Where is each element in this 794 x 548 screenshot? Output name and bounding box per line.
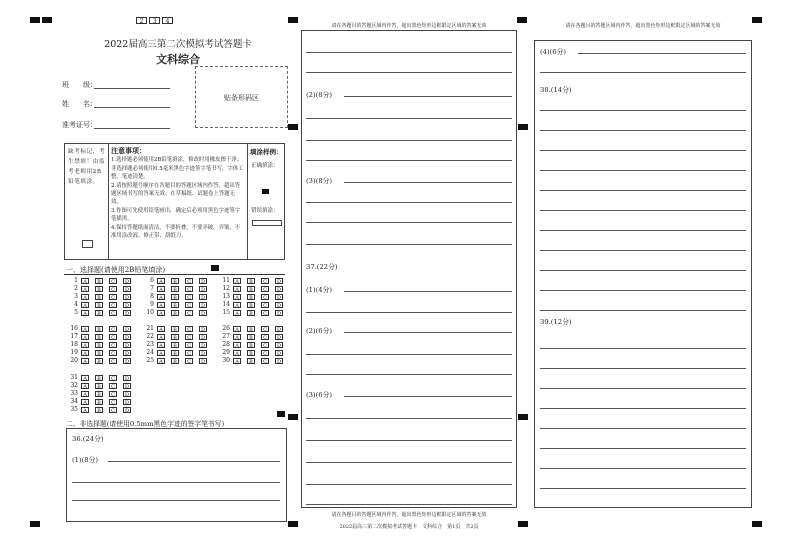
mc-question-number: 14 bbox=[222, 301, 230, 308]
answer-bubble-c[interactable]: C bbox=[185, 278, 193, 284]
name-label: 姓 名： bbox=[62, 100, 97, 108]
answer-bubble-d[interactable]: D bbox=[276, 278, 281, 285]
answer-bubble-a[interactable]: A bbox=[233, 326, 241, 332]
alignment-mark bbox=[288, 17, 298, 23]
answer-line[interactable] bbox=[540, 408, 746, 409]
q39-label: 39.(12分) bbox=[540, 318, 572, 326]
answer-line[interactable] bbox=[306, 160, 512, 161]
mc-question-number: 12 bbox=[222, 285, 230, 292]
region-warning-top: 请在各题目的答题区域内作答，超出黑色矩形边框限定区域的答案无效 bbox=[331, 23, 487, 29]
answer-line[interactable] bbox=[306, 462, 512, 463]
answer-bubble-a[interactable]: A bbox=[157, 342, 165, 348]
answer-bubble-b[interactable]: B bbox=[247, 310, 255, 316]
sheet-title: 2022届高三第二次模拟考试答题卡 bbox=[104, 39, 252, 50]
q37-1-label: (1)(4分) bbox=[306, 286, 333, 294]
answer-line[interactable] bbox=[344, 182, 512, 183]
alignment-mark bbox=[211, 265, 219, 271]
answer-bubble-b[interactable]: B bbox=[95, 286, 103, 292]
answer-line[interactable] bbox=[540, 130, 746, 131]
answer-bubble-a[interactable]: A bbox=[81, 407, 89, 413]
answer-bubble-a[interactable]: A bbox=[233, 358, 241, 364]
absent-mark-checkbox[interactable] bbox=[82, 240, 93, 248]
answer-bubble-d[interactable]: D bbox=[124, 286, 129, 293]
mc-question-number: 26 bbox=[222, 325, 230, 332]
answer-bubble-c[interactable]: C bbox=[185, 358, 193, 364]
alignment-mark bbox=[518, 521, 528, 527]
answer-bubble-b[interactable]: B bbox=[171, 294, 179, 300]
answer-line[interactable] bbox=[540, 190, 746, 191]
answer-bubble-d[interactable]: D bbox=[124, 350, 129, 357]
q36-2-label: (2)(8分) bbox=[306, 91, 333, 99]
answer-line[interactable] bbox=[306, 72, 512, 73]
answer-bubble-d[interactable]: D bbox=[276, 326, 281, 333]
class-input[interactable] bbox=[94, 88, 170, 89]
alignment-mark bbox=[42, 17, 52, 23]
class-label: 班 级： bbox=[62, 81, 97, 89]
region-warning-top: 请在各题目的答题区域内作答，超出黑色矩形边框限定区域的答案无效 bbox=[565, 23, 721, 29]
barcode-area bbox=[195, 66, 288, 128]
answer-bubble-c[interactable]: C bbox=[261, 326, 269, 332]
answer-bubble-d[interactable]: D bbox=[276, 310, 281, 317]
answer-bubble-d[interactable]: D bbox=[200, 326, 205, 333]
absent-mark-text: 缺考标记，考生禁填！由监考老师用2B铅笔填涂。 bbox=[68, 149, 106, 185]
alignment-mark bbox=[288, 124, 298, 130]
q37-label: 37.(22分) bbox=[306, 263, 338, 271]
answer-bubble-d[interactable]: D bbox=[276, 286, 281, 293]
answer-bubble-c[interactable]: C bbox=[109, 302, 117, 308]
answer-bubble-b[interactable]: B bbox=[95, 342, 103, 348]
answer-line[interactable] bbox=[306, 484, 512, 485]
answer-bubble-d[interactable]: D bbox=[124, 334, 129, 341]
answer-line[interactable] bbox=[306, 202, 512, 203]
answer-bubble-a[interactable]: A bbox=[157, 278, 165, 284]
answer-bubble-b[interactable]: B bbox=[95, 358, 103, 364]
answer-bubble-a[interactable]: A bbox=[157, 294, 165, 300]
answer-line[interactable] bbox=[540, 428, 746, 429]
fill-example-title: 填涂样例： bbox=[250, 148, 283, 156]
mc-question-number: 11 bbox=[222, 277, 230, 284]
answer-bubble-c[interactable]: C bbox=[261, 334, 269, 340]
example-divider bbox=[247, 143, 248, 260]
notice-item-1: 1.选择题必须使用2B铅笔填涂，修改时用橡皮擦干净；非选择题必须使用0.5毫米黑色字迹签字笔书写，字体工整，笔迹清楚。 bbox=[111, 157, 244, 181]
mc-question-number: 6 bbox=[150, 277, 154, 284]
answer-bubble-a[interactable]: A bbox=[233, 342, 241, 348]
alignment-mark bbox=[30, 521, 40, 527]
barcode-area-label: 贴条形码区 bbox=[224, 94, 259, 102]
mc-question-number: 4 bbox=[74, 301, 78, 308]
answer-bubble-d[interactable]: D bbox=[200, 342, 205, 349]
answer-bubble-b[interactable]: B bbox=[171, 310, 179, 316]
mc-question-number: 8 bbox=[150, 293, 154, 300]
answer-line[interactable] bbox=[306, 354, 512, 355]
answer-bubble-d[interactable]: D bbox=[276, 294, 281, 301]
fill-wrong-sample bbox=[252, 220, 282, 226]
answer-bubble-b[interactable]: B bbox=[95, 334, 103, 340]
answer-line[interactable] bbox=[540, 368, 746, 369]
mc-question-number: 22 bbox=[146, 333, 154, 340]
answer-bubble-a[interactable]: A bbox=[81, 350, 89, 356]
answer-line[interactable] bbox=[344, 96, 512, 97]
answer-bubble-c[interactable]: C bbox=[109, 407, 117, 413]
answer-line[interactable] bbox=[108, 461, 280, 462]
answer-line[interactable] bbox=[540, 348, 746, 349]
answer-bubble-c[interactable]: C bbox=[185, 302, 193, 308]
answer-bubble-b[interactable]: B bbox=[247, 286, 255, 292]
answer-bubble-d[interactable]: D bbox=[200, 350, 205, 357]
answer-bubble-a[interactable]: A bbox=[81, 383, 89, 389]
mc-question-number: 16 bbox=[70, 325, 78, 332]
answer-bubble-b[interactable]: B bbox=[247, 350, 255, 356]
mc-question-15 bbox=[219, 308, 289, 317]
answer-bubble-d[interactable]: D bbox=[124, 302, 129, 309]
answer-bubble-d[interactable]: D bbox=[200, 302, 205, 309]
mc-question-30 bbox=[219, 356, 289, 365]
answer-line[interactable] bbox=[540, 72, 746, 73]
answer-bubble-c[interactable]: C bbox=[185, 334, 193, 340]
fill-wrong-label: 错误填涂： bbox=[251, 208, 279, 214]
answer-bubble-d[interactable]: D bbox=[276, 350, 281, 357]
answer-line[interactable] bbox=[306, 312, 512, 313]
answer-bubble-a[interactable]: A bbox=[233, 310, 241, 316]
answer-bubble-d[interactable]: D bbox=[200, 310, 205, 317]
answer-bubble-b[interactable]: B bbox=[247, 358, 255, 364]
mc-section-title: 一、选择题(请使用2B铅笔填涂) bbox=[66, 266, 166, 274]
page-number-tab: 3 bbox=[149, 17, 160, 24]
answer-line[interactable] bbox=[306, 140, 512, 141]
mc-question-10 bbox=[143, 308, 213, 317]
answer-line[interactable] bbox=[540, 290, 746, 291]
notice-item-3: 3.作图可先使用铅笔画出，确定后必须用黑色字迹签字笔描黑。 bbox=[111, 207, 241, 223]
mc-question-number: 25 bbox=[146, 357, 154, 364]
answer-bubble-b[interactable]: B bbox=[95, 310, 103, 316]
answer-line[interactable] bbox=[344, 332, 512, 333]
q38-label: 38.(14分) bbox=[540, 86, 572, 94]
answer-bubble-b[interactable]: B bbox=[95, 350, 103, 356]
answer-bubble-b[interactable]: B bbox=[95, 399, 103, 405]
notice-item-2: 2.请按照题号顺序在各题目的答题区域内作答，超出答题区域书写的答案无效；在草稿纸、试题卷上答题无效。 bbox=[111, 182, 241, 206]
page-number-tab: 2 bbox=[136, 17, 147, 24]
answer-bubble-d[interactable]: D bbox=[124, 358, 129, 365]
answer-bubble-a[interactable]: A bbox=[81, 326, 89, 332]
answer-bubble-c[interactable]: C bbox=[109, 326, 117, 332]
answer-line[interactable] bbox=[306, 244, 512, 245]
answer-bubble-b[interactable]: B bbox=[95, 383, 103, 389]
answer-line[interactable] bbox=[306, 440, 512, 441]
answer-bubble-c[interactable]: C bbox=[185, 294, 193, 300]
mc-question-number: 20 bbox=[70, 357, 78, 364]
answer-bubble-b[interactable]: B bbox=[95, 407, 103, 413]
alignment-mark bbox=[288, 414, 298, 420]
notice-content bbox=[111, 147, 245, 240]
answer-line[interactable] bbox=[540, 488, 746, 489]
mc-section-rule bbox=[64, 274, 285, 275]
answer-bubble-b[interactable]: B bbox=[171, 326, 179, 332]
exam-no-label: 准考证号： bbox=[62, 121, 97, 129]
answer-bubble-b[interactable]: B bbox=[247, 302, 255, 308]
answer-bubble-a[interactable]: A bbox=[233, 278, 241, 284]
alignment-mark bbox=[518, 124, 528, 130]
answer-bubble-a[interactable]: A bbox=[81, 278, 89, 284]
answer-bubble-c[interactable]: C bbox=[109, 310, 117, 316]
answer-bubble-c[interactable]: C bbox=[261, 294, 269, 300]
page-footer: 2022届高三第二次模拟考试答题卡 文科综合 第1页 共2页 bbox=[339, 524, 479, 530]
alignment-mark bbox=[517, 17, 527, 23]
fill-correct-sample bbox=[262, 189, 269, 194]
answer-bubble-a[interactable]: A bbox=[157, 286, 165, 292]
q37-3-label: (3)(6分) bbox=[306, 391, 333, 399]
q36-3-label: (3)(8分) bbox=[306, 177, 333, 185]
answer-line[interactable] bbox=[540, 110, 746, 111]
mc-question-number: 21 bbox=[146, 325, 154, 332]
q36-1-label: (1)(8分) bbox=[72, 456, 99, 464]
answer-line[interactable] bbox=[540, 170, 746, 171]
answer-bubble-a[interactable]: A bbox=[81, 310, 89, 316]
answer-bubble-b[interactable]: B bbox=[171, 358, 179, 364]
answer-bubble-a[interactable]: A bbox=[157, 350, 165, 356]
mc-question-number: 24 bbox=[146, 349, 154, 356]
answer-bubble-c[interactable]: C bbox=[109, 358, 117, 364]
answer-bubble-d[interactable]: D bbox=[124, 326, 129, 333]
answer-line[interactable] bbox=[540, 310, 746, 311]
answer-line[interactable] bbox=[72, 500, 280, 501]
mc-question-number: 2 bbox=[74, 285, 78, 292]
answer-line[interactable] bbox=[306, 52, 512, 53]
answer-bubble-a[interactable]: A bbox=[157, 326, 165, 332]
answer-line[interactable] bbox=[344, 396, 512, 397]
mc-question-number: 27 bbox=[222, 333, 230, 340]
alignment-mark bbox=[288, 521, 298, 527]
answer-bubble-a[interactable]: A bbox=[157, 358, 165, 364]
mc-question-number: 35 bbox=[70, 406, 78, 413]
mc-question-number: 7 bbox=[150, 285, 154, 292]
mc-question-number: 34 bbox=[70, 398, 78, 405]
absent-mark-divider bbox=[108, 143, 109, 260]
alignment-mark bbox=[752, 521, 762, 527]
subject-title: 文科综合 bbox=[156, 53, 200, 66]
page-number-tab: 4 bbox=[162, 17, 173, 24]
answer-bubble-c[interactable]: C bbox=[261, 302, 269, 308]
answer-bubble-a[interactable]: A bbox=[81, 342, 89, 348]
answer-bubble-b[interactable]: B bbox=[247, 278, 255, 284]
answer-bubble-b[interactable]: B bbox=[171, 342, 179, 348]
answer-bubble-a[interactable]: A bbox=[81, 286, 89, 292]
answer-line[interactable] bbox=[540, 448, 746, 449]
fill-correct-label: 正确填涂： bbox=[251, 163, 279, 169]
name-input[interactable] bbox=[94, 107, 170, 108]
mc-question-35 bbox=[67, 405, 137, 414]
answer-bubble-b[interactable]: B bbox=[95, 294, 103, 300]
answer-bubble-b[interactable]: B bbox=[95, 278, 103, 284]
answer-bubble-c[interactable]: C bbox=[109, 342, 117, 348]
answer-bubble-d[interactable]: D bbox=[276, 334, 281, 341]
answer-bubble-d[interactable]: D bbox=[124, 278, 129, 285]
region-warning-bottom: 请在各题目的答题区域内作答，超出黑色矩形边框限定区域的答案无效 bbox=[331, 512, 487, 518]
mc-question-number: 28 bbox=[222, 341, 230, 348]
answer-bubble-d[interactable]: D bbox=[276, 342, 281, 349]
answer-bubble-b[interactable]: B bbox=[95, 302, 103, 308]
answer-line[interactable] bbox=[540, 150, 746, 151]
mc-question-number: 29 bbox=[222, 349, 230, 356]
mc-question-number: 33 bbox=[70, 390, 78, 397]
alignment-mark bbox=[518, 414, 528, 420]
answer-bubble-c[interactable]: C bbox=[261, 350, 269, 356]
answer-bubble-d[interactable]: D bbox=[200, 334, 205, 341]
mc-question-number: 10 bbox=[146, 309, 154, 316]
answer-bubble-a[interactable]: A bbox=[81, 375, 89, 381]
answer-line[interactable] bbox=[540, 270, 746, 271]
answer-bubble-a[interactable]: A bbox=[81, 334, 89, 340]
answer-bubble-d[interactable]: D bbox=[124, 310, 129, 317]
q37-2-label: (2)(6分) bbox=[306, 327, 333, 335]
mc-question-number: 31 bbox=[70, 374, 78, 381]
answer-bubble-c[interactable]: C bbox=[109, 383, 117, 389]
answer-line[interactable] bbox=[578, 53, 746, 54]
mc-question-number: 18 bbox=[70, 341, 78, 348]
exam-no-input[interactable] bbox=[94, 128, 170, 129]
notice-title: 注意事项： bbox=[111, 146, 146, 155]
mc-question-number: 1 bbox=[74, 277, 78, 284]
answer-line[interactable] bbox=[540, 230, 746, 231]
answer-bubble-d[interactable]: D bbox=[124, 342, 129, 349]
answer-bubble-d[interactable]: D bbox=[124, 391, 129, 398]
answer-bubble-c[interactable]: C bbox=[109, 399, 117, 405]
answer-bubble-a[interactable]: A bbox=[233, 334, 241, 340]
answer-bubble-c[interactable]: C bbox=[261, 310, 269, 316]
answer-bubble-d[interactable]: D bbox=[200, 278, 205, 285]
mc-question-number: 3 bbox=[74, 293, 78, 300]
answer-bubble-c[interactable]: C bbox=[185, 350, 193, 356]
answer-bubble-b[interactable]: B bbox=[95, 375, 103, 381]
answer-bubble-c[interactable]: C bbox=[109, 391, 117, 397]
answer-bubble-c[interactable]: C bbox=[109, 375, 117, 381]
answer-bubble-c[interactable]: C bbox=[261, 286, 269, 292]
answer-line[interactable] bbox=[306, 118, 512, 119]
answer-bubble-c[interactable]: C bbox=[261, 342, 269, 348]
mc-question-5 bbox=[67, 308, 137, 317]
answer-bubble-a[interactable]: A bbox=[233, 294, 241, 300]
answer-bubble-b[interactable]: B bbox=[171, 334, 179, 340]
alignment-mark bbox=[30, 17, 40, 23]
answer-line[interactable] bbox=[72, 482, 280, 483]
answer-bubble-b[interactable]: B bbox=[247, 294, 255, 300]
answer-bubble-c[interactable]: C bbox=[261, 278, 269, 284]
answer-bubble-a[interactable]: A bbox=[81, 294, 89, 300]
answer-bubble-c[interactable]: C bbox=[109, 334, 117, 340]
mc-question-number: 5 bbox=[74, 309, 78, 316]
answer-line[interactable] bbox=[344, 291, 512, 292]
answer-line[interactable] bbox=[306, 374, 512, 375]
answer-line[interactable] bbox=[306, 418, 512, 419]
answer-bubble-d[interactable]: D bbox=[200, 358, 205, 365]
answer-bubble-c[interactable]: C bbox=[109, 350, 117, 356]
alignment-mark bbox=[277, 411, 285, 417]
answer-line[interactable] bbox=[540, 250, 746, 251]
answer-line[interactable] bbox=[540, 468, 746, 469]
answer-line[interactable] bbox=[306, 504, 512, 505]
answer-bubble-c[interactable]: C bbox=[185, 326, 193, 332]
answer-bubble-c[interactable]: C bbox=[185, 310, 193, 316]
answer-bubble-a[interactable]: A bbox=[233, 286, 241, 292]
answer-bubble-b[interactable]: B bbox=[95, 326, 103, 332]
answer-bubble-b[interactable]: B bbox=[247, 334, 255, 340]
answer-bubble-c[interactable]: C bbox=[261, 358, 269, 364]
answer-bubble-b[interactable]: B bbox=[171, 350, 179, 356]
answer-bubble-a[interactable]: A bbox=[233, 350, 241, 356]
answer-bubble-d[interactable]: D bbox=[124, 375, 129, 382]
q36-label: 36.(24分) bbox=[72, 435, 104, 443]
answer-bubble-a[interactable]: A bbox=[81, 358, 89, 364]
answer-bubble-a[interactable]: A bbox=[81, 391, 89, 397]
answer-bubble-b[interactable]: B bbox=[95, 391, 103, 397]
free-section-title: 二、非选择题(请使用0.5mm黑色字迹的签字笔书写) bbox=[66, 420, 225, 428]
answer-bubble-c[interactable]: C bbox=[109, 286, 117, 292]
mc-question-number: 17 bbox=[70, 333, 78, 340]
answer-line[interactable] bbox=[306, 222, 512, 223]
answer-bubble-d[interactable]: D bbox=[124, 399, 129, 406]
mc-question-number: 15 bbox=[222, 309, 230, 316]
answer-bubble-b[interactable]: B bbox=[247, 342, 255, 348]
answer-bubble-c[interactable]: C bbox=[109, 278, 117, 284]
mc-question-number: 13 bbox=[222, 293, 230, 300]
mc-question-20 bbox=[67, 356, 137, 365]
answer-bubble-c[interactable]: C bbox=[185, 286, 193, 292]
mc-question-number: 30 bbox=[222, 357, 230, 364]
answer-bubble-a[interactable]: A bbox=[81, 302, 89, 308]
answer-bubble-b[interactable]: B bbox=[171, 286, 179, 292]
mc-question-number: 9 bbox=[150, 301, 154, 308]
answer-bubble-d[interactable]: D bbox=[124, 407, 129, 414]
answer-bubble-d[interactable]: D bbox=[276, 302, 281, 309]
answer-line[interactable] bbox=[540, 388, 746, 389]
answer-bubble-a[interactable]: A bbox=[157, 302, 165, 308]
answer-bubble-b[interactable]: B bbox=[247, 326, 255, 332]
answer-bubble-d[interactable]: D bbox=[200, 286, 205, 293]
q37-4-label: (4)(6分) bbox=[540, 48, 567, 56]
answer-bubble-b[interactable]: B bbox=[171, 302, 179, 308]
mc-question-number: 23 bbox=[146, 341, 154, 348]
notice-item-4: 4.保持答题纸面清洁，不要折叠，不要弄破，弄皱，不准用涂改液、修正带、刮纸刀。 bbox=[111, 224, 241, 240]
mc-question-25 bbox=[143, 356, 213, 365]
mc-question-number: 19 bbox=[70, 349, 78, 356]
answer-bubble-c[interactable]: C bbox=[185, 342, 193, 348]
answer-bubble-c[interactable]: C bbox=[109, 294, 117, 300]
answer-bubble-b[interactable]: B bbox=[171, 278, 179, 284]
answer-bubble-a[interactable]: A bbox=[157, 334, 165, 340]
answer-bubble-a[interactable]: A bbox=[233, 302, 241, 308]
answer-line[interactable] bbox=[540, 210, 746, 211]
mc-question-number: 32 bbox=[70, 382, 78, 389]
answer-bubble-a[interactable]: A bbox=[157, 310, 165, 316]
answer-bubble-a[interactable]: A bbox=[81, 399, 89, 405]
alignment-mark bbox=[752, 17, 762, 23]
answer-bubble-d[interactable]: D bbox=[124, 294, 129, 301]
answer-bubble-d[interactable]: D bbox=[200, 294, 205, 301]
answer-bubble-d[interactable]: D bbox=[124, 383, 129, 390]
answer-bubble-d[interactable]: D bbox=[276, 358, 281, 365]
